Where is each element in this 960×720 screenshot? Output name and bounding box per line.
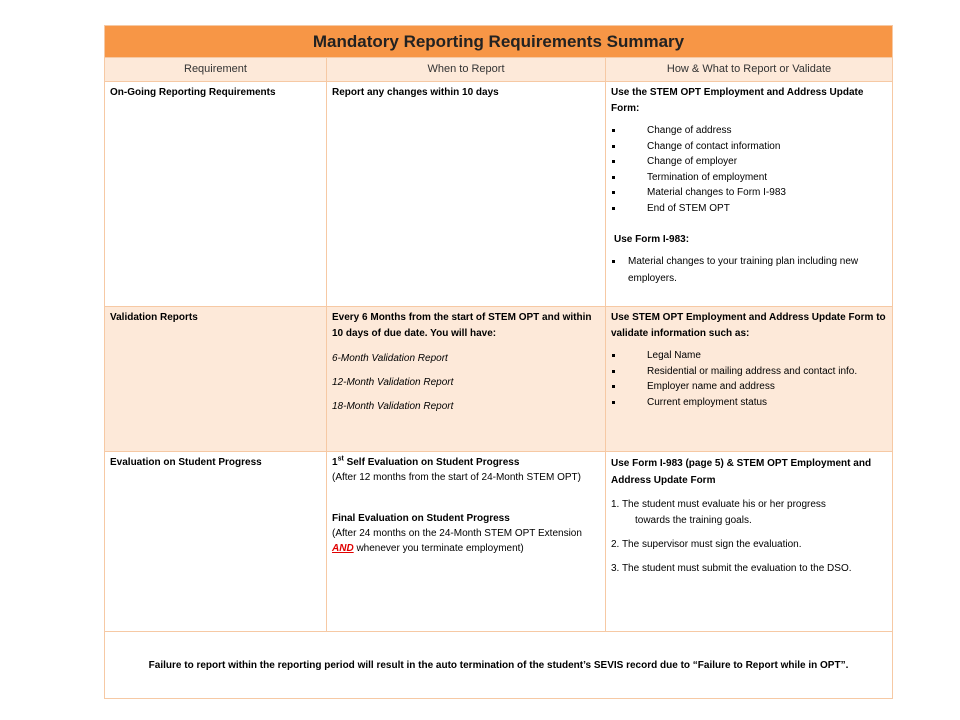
row-requirement: On-Going Reporting Requirements [105, 82, 327, 307]
list-item: Material changes to your training plan including new employers. [611, 253, 887, 287]
validate-list [611, 348, 887, 410]
final-evaluation-title: Final Evaluation on Student Progress [332, 513, 510, 524]
step-3: 3. The student must submit the evaluation to the DSO. [611, 563, 852, 574]
table-row [105, 452, 893, 632]
column-header-when: When to Report [327, 58, 606, 82]
row-when [327, 452, 606, 632]
validation-report-18: 18-Month Validation Report [332, 401, 454, 412]
list-item: Change of contact information [611, 139, 887, 155]
table-row [105, 307, 893, 452]
final-evaluation-note: (After 24 months on the 24-Month STEM OPT Extension AND whenever you terminate employment) [332, 528, 582, 554]
list-item: Material changes to Form I-983 [611, 185, 887, 201]
first-evaluation-title: 1st Self Evaluation on Student Progress [332, 455, 520, 468]
list-item: Current employment status [611, 395, 887, 411]
row-how: Use Form I-983 (page 5) & STEM OPT Employment and Address Update Form 1. The student must evaluate his or her progress towards the training goals. 2. The supervisor must sign the evaluation. 3. The student must submit the evaluation to the DSO. [606, 452, 893, 632]
how-title: Use the STEM OPT Employment and Address Update Form: [611, 87, 864, 114]
row-when: Report any changes within 10 days [327, 82, 606, 307]
list-item: Legal Name [611, 348, 887, 364]
row-how [606, 82, 893, 307]
step-1: 1. The student must evaluate his or her progress [611, 499, 826, 510]
validation-report-6: 6-Month Validation Report [332, 353, 448, 364]
change-list [611, 123, 887, 216]
row-requirement: Evaluation on Student Progress [105, 452, 327, 632]
form-title: Use Form I-983: [614, 234, 690, 245]
validation-report-12: 12-Month Validation Report [332, 377, 454, 388]
step-1-cont: towards the training goals. [635, 515, 752, 526]
list-item: Employer name and address [611, 379, 887, 395]
row-requirement: Validation Reports [105, 307, 327, 452]
table-title: Mandatory Reporting Requirements Summary [105, 26, 893, 58]
row-when: Every 6 Months from the start of STEM OPT and within 10 days of due date. You will have: 6-Month Validation Report 12-Month Validation Report 18-Month Validation Report [327, 307, 606, 452]
first-evaluation-note: (After 12 months from the start of 24-Month STEM OPT) [332, 472, 581, 483]
step-2: 2. The supervisor must sign the evaluation. [611, 539, 802, 550]
form-list [611, 253, 887, 287]
column-header-requirement: Requirement [105, 58, 327, 82]
list-item: End of STEM OPT [611, 201, 887, 217]
footer-note: Failure to report within the reporting period will result in the auto termination of the student’s SEVIS record due to “Failure to Report while in OPT”. [105, 632, 893, 699]
list-item: Termination of employment [611, 170, 887, 186]
reporting-requirements-table [104, 25, 893, 699]
list-item: Residential or mailing address and contact info. [611, 364, 887, 380]
list-item: Change of address [611, 123, 887, 139]
row-how: Use STEM OPT Employment and Address Update Form to validate information such as: Legal Name Residential or mailing address and contact info. Employer name and address Current employment status [606, 307, 893, 452]
table-row [105, 82, 893, 307]
list-item: Change of employer [611, 154, 887, 170]
column-header-how: How & What to Report or Validate [606, 58, 893, 82]
